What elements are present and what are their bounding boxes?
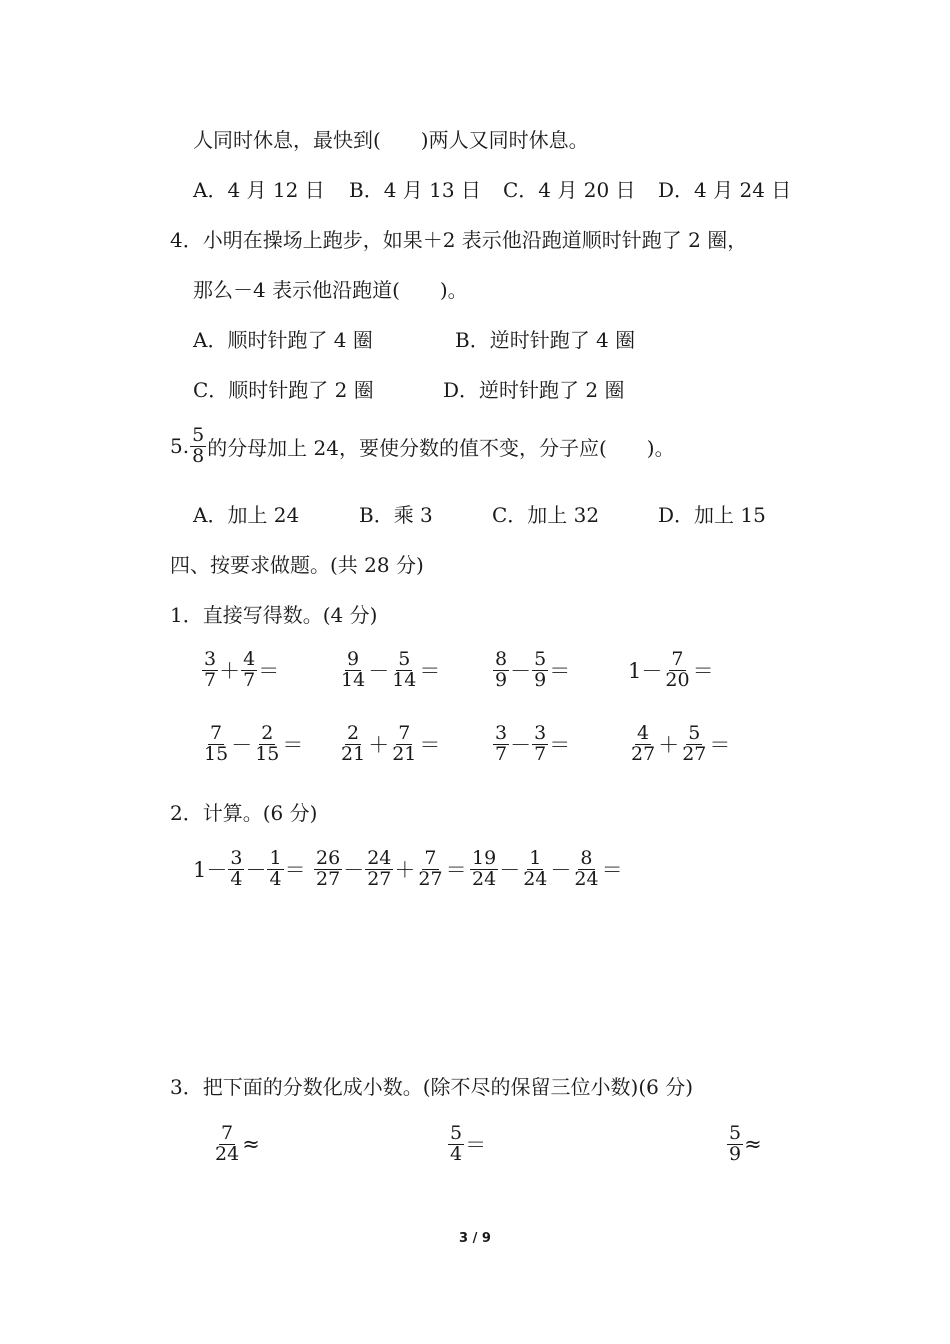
fraction (228, 849, 244, 890)
fraction (314, 849, 342, 890)
fraction (267, 849, 283, 890)
operator: ＋ (368, 733, 390, 758)
fraction-denominator: 4 (450, 1142, 463, 1165)
fraction-denominator: 7 (534, 742, 547, 765)
q5-fraction (190, 426, 206, 467)
fraction-denominator: 7 (204, 668, 217, 691)
operator: － (368, 659, 390, 684)
fraction-denominator: 7 (243, 668, 256, 691)
q3-option-b: B．4 月 13 日 (349, 178, 481, 202)
p1-expression (492, 724, 570, 765)
operator: － (231, 733, 253, 758)
fraction (493, 724, 509, 765)
p2-expression (469, 849, 623, 890)
fraction (241, 650, 257, 691)
fraction-numerator: 7 (671, 648, 684, 670)
equals-sign: ＝ (284, 858, 306, 883)
operator: － (343, 858, 365, 883)
fraction-denominator: 27 (631, 742, 656, 765)
p3-expression (726, 1124, 762, 1165)
fraction-denominator: 27 (316, 867, 341, 890)
equals-sign: ＝ (258, 659, 280, 684)
fraction (253, 724, 281, 765)
fraction-denominator: 24 (472, 867, 497, 890)
fraction-denominator: 8 (192, 444, 205, 467)
part2-title: 2．计算。(6 分) (170, 801, 318, 825)
leading-term: 1－ (628, 659, 663, 684)
fraction (470, 849, 498, 890)
fraction-numerator: 5 (729, 1122, 742, 1144)
operator: ＋ (658, 733, 680, 758)
p2-expression (193, 849, 306, 890)
operator: － (510, 733, 532, 758)
equals-sign: ＝ (709, 733, 731, 758)
equals-sign: ＝ (419, 659, 441, 684)
equals-sign: ＝ (601, 858, 623, 883)
fraction-denominator: 24 (574, 867, 599, 890)
fraction (390, 650, 418, 691)
fraction-numerator: 26 (316, 847, 341, 869)
operator: ＋ (219, 659, 241, 684)
fraction-numerator: 19 (472, 847, 497, 869)
q5-number: 5. (170, 434, 190, 459)
p1-expression (338, 724, 440, 765)
part3-title: 3．把下面的分数化成小数。(除不尽的保留三位小数)(6 分) (170, 1075, 694, 1099)
fraction-denominator: 24 (523, 867, 548, 890)
equals-sign: ＝ (549, 659, 571, 684)
q3-text-continued: 人同时休息，最快到( )两人又同时休息。 (193, 128, 589, 152)
fraction (680, 724, 708, 765)
p1-expression (338, 650, 440, 691)
fraction-denominator: 4 (269, 867, 282, 890)
fraction-numerator: 2 (347, 722, 360, 744)
fraction (339, 650, 367, 691)
q3-option-d: D．4 月 24 日 (658, 178, 792, 202)
fraction-denominator: 21 (392, 742, 417, 765)
equals-sign: ＝ (692, 659, 714, 684)
fraction-denominator: 4 (230, 867, 243, 890)
q4-option-c: C．顺时针跑了 2 圈 (193, 378, 374, 402)
fraction (663, 650, 691, 691)
q4-option-b: B．逆时针跑了 4 圈 (455, 328, 636, 352)
fraction (521, 849, 549, 890)
q4-option-d: D．逆时针跑了 2 圈 (443, 378, 625, 402)
fraction-numerator: 7 (398, 722, 411, 744)
fraction-numerator: 24 (367, 847, 392, 869)
fraction-numerator: 4 (637, 722, 650, 744)
operator: － (550, 858, 572, 883)
fraction (448, 1124, 464, 1165)
operator: ＋ (394, 858, 416, 883)
fraction-numerator: 3 (495, 722, 508, 744)
p1-expression (201, 724, 303, 765)
q4-text-line1: 4．小明在操场上跑步，如果＋2 表示他沿跑道顺时针跑了 2 圈， (170, 228, 748, 252)
fraction-numerator: 1 (269, 847, 282, 869)
fraction-numerator: 9 (347, 648, 360, 670)
operator: － (510, 659, 532, 684)
q5-text-body: 的分母加上 24，要使分数的值不变，分子应( )。 (207, 435, 675, 460)
fraction-denominator: 9 (729, 1142, 742, 1165)
fraction-numerator: 3 (204, 648, 217, 670)
p3-expression (447, 1124, 486, 1165)
equals-sign: ＝ (282, 733, 304, 758)
p2-expression (313, 849, 467, 890)
fraction-denominator: 7 (495, 742, 508, 765)
p1-expression (628, 650, 714, 691)
fraction (416, 849, 444, 890)
q5-option-d: D．加上 15 (658, 503, 766, 527)
fraction-numerator: 5 (534, 648, 547, 670)
p1-expression (201, 650, 279, 691)
fraction-denominator: 14 (341, 668, 366, 691)
part1-title: 1．直接写得数。(4 分) (170, 603, 378, 627)
q5-option-b: B．乘 3 (359, 503, 433, 527)
q4-option-a: A．顺时针跑了 4 圈 (193, 328, 373, 352)
fraction-numerator: 7 (221, 1122, 234, 1144)
fraction (339, 724, 367, 765)
fraction (629, 724, 657, 765)
fraction-denominator: 14 (392, 668, 417, 691)
fraction-numerator: 8 (580, 847, 593, 869)
fraction-numerator: 5 (398, 648, 411, 670)
fraction-numerator: 4 (243, 648, 256, 670)
fraction-numerator: 2 (261, 722, 274, 744)
operator: － (245, 858, 267, 883)
q5-option-c: C．加上 32 (492, 503, 600, 527)
fraction (365, 849, 393, 890)
p1-expression (628, 724, 730, 765)
fraction (727, 1124, 743, 1165)
fraction-numerator: 5 (192, 424, 205, 446)
fraction (532, 724, 548, 765)
fraction-denominator: 15 (204, 742, 229, 765)
q5-option-a: A．加上 24 (193, 503, 300, 527)
fraction-numerator: 3 (534, 722, 547, 744)
fraction-denominator: 9 (534, 668, 547, 691)
approx-sign: ≈ (744, 1132, 762, 1157)
page-number: 3 / 9 (459, 1231, 491, 1246)
fraction (532, 650, 548, 691)
fraction (202, 724, 230, 765)
approx-sign: ≈ (242, 1132, 260, 1157)
fraction-numerator: 3 (230, 847, 243, 869)
fraction-denominator: 21 (341, 742, 366, 765)
fraction (202, 650, 218, 691)
fraction-numerator: 1 (529, 847, 542, 869)
equals-sign: ＝ (465, 1133, 487, 1158)
fraction-denominator: 24 (215, 1142, 240, 1165)
fraction (493, 650, 509, 691)
fraction-denominator: 27 (367, 867, 392, 890)
q5-text (170, 426, 675, 467)
fraction-denominator: 27 (418, 867, 443, 890)
equals-sign: ＝ (419, 733, 441, 758)
q3-option-c: C．4 月 20 日 (503, 178, 636, 202)
fraction (572, 849, 600, 890)
p3-expression (212, 1124, 260, 1165)
fraction-numerator: 7 (424, 847, 437, 869)
p1-expression (492, 650, 570, 691)
leading-term: 1－ (193, 858, 228, 883)
fraction-numerator: 5 (450, 1122, 463, 1144)
fraction-denominator: 9 (495, 668, 508, 691)
fraction-numerator: 8 (495, 648, 508, 670)
fraction (213, 1124, 241, 1165)
fraction (390, 724, 418, 765)
equals-sign: ＝ (445, 858, 467, 883)
fraction-numerator: 7 (210, 722, 223, 744)
operator: － (499, 858, 521, 883)
fraction-denominator: 15 (255, 742, 280, 765)
section-title: 四、按要求做题。(共 28 分) (170, 553, 424, 577)
fraction-denominator: 27 (682, 742, 707, 765)
fraction-denominator: 20 (665, 668, 690, 691)
equals-sign: ＝ (549, 733, 571, 758)
q3-option-a: A．4 月 12 日 (193, 178, 325, 202)
fraction-numerator: 5 (688, 722, 701, 744)
q4-text-line2: 那么－4 表示他沿跑道( )。 (193, 278, 468, 302)
